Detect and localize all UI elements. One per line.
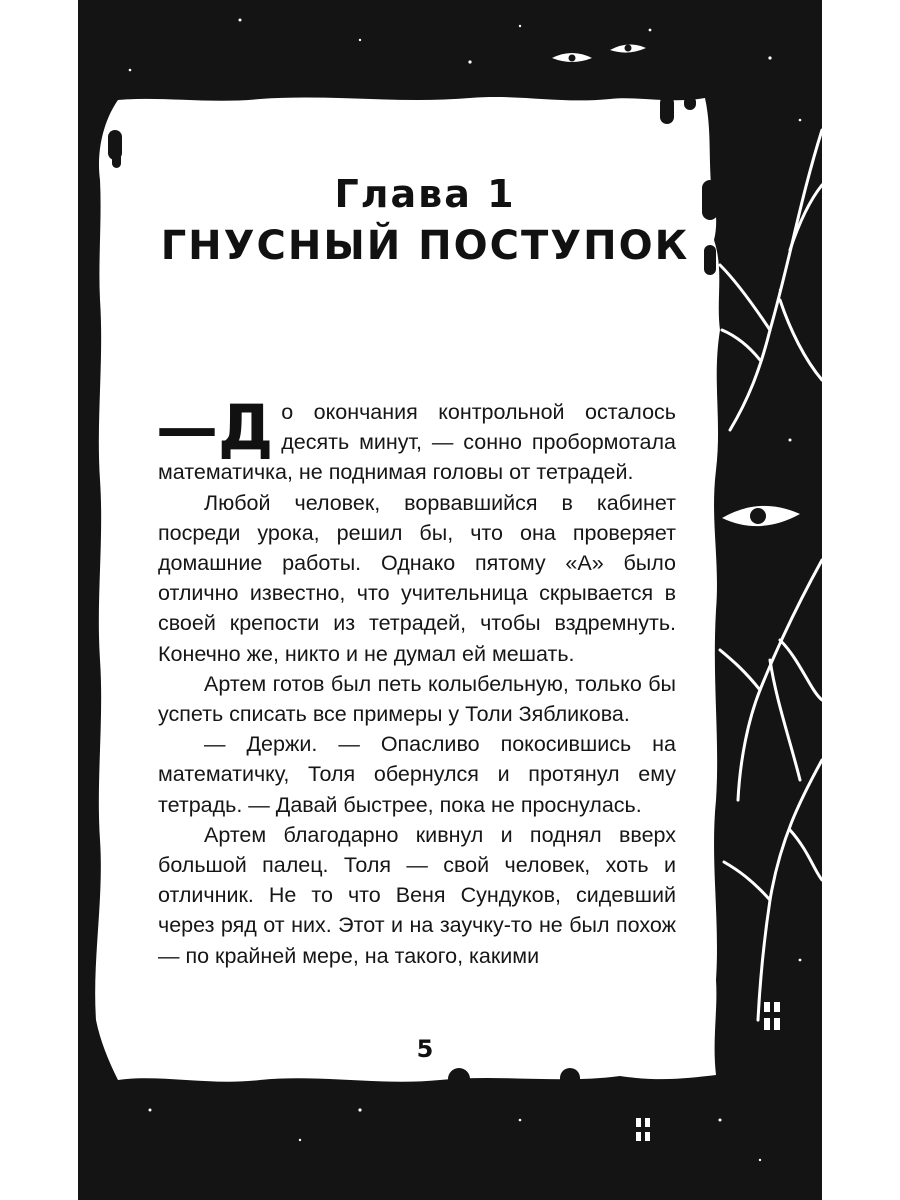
paragraph-2: Любой человек, ворвавшийся в кабинет посреди урока, решил бы, что она проверяет домашние работы. Однако пятому «А» было отлично известно, что учительница скрывается в своей крепости из тетрадей, чтобы вздремнуть. Конечно же, никто и не думал ей мешать. [158,490,676,666]
chapter-title: ГНУСНЫЙ ПОСТУПОК [160,223,690,269]
chapter-number: Глава 1 [334,172,516,216]
paragraph-1: —Д о окончания контрольной осталось десять минут, — сонно пробормотала математичка, не поднимая головы от тетрадей. [156,391,676,485]
paragraph-3: Артем готов был петь колыбельную, только бы успеть списать все примеры у Толи Зябликова. [158,671,676,727]
page-number: 5 [416,1035,434,1063]
paragraph-4: — Держи. — Опасливо покосившись на математичку, Толя обернулся и протянул ему тетрадь. — Давай быстрее, пока не проснулась. [158,732,676,817]
drop-cap: —Д [156,391,274,464]
body-text [156,391,676,971]
paragraph-5: Артем благодарно кивнул и поднял вверх большой палец. Толя — свой человек, хоть и отличник. Не то что Веня Сундуков, сидевший через ряд от них. Этот и на заучку-то не был похож — по крайней мере, на такого, какими [158,822,676,968]
